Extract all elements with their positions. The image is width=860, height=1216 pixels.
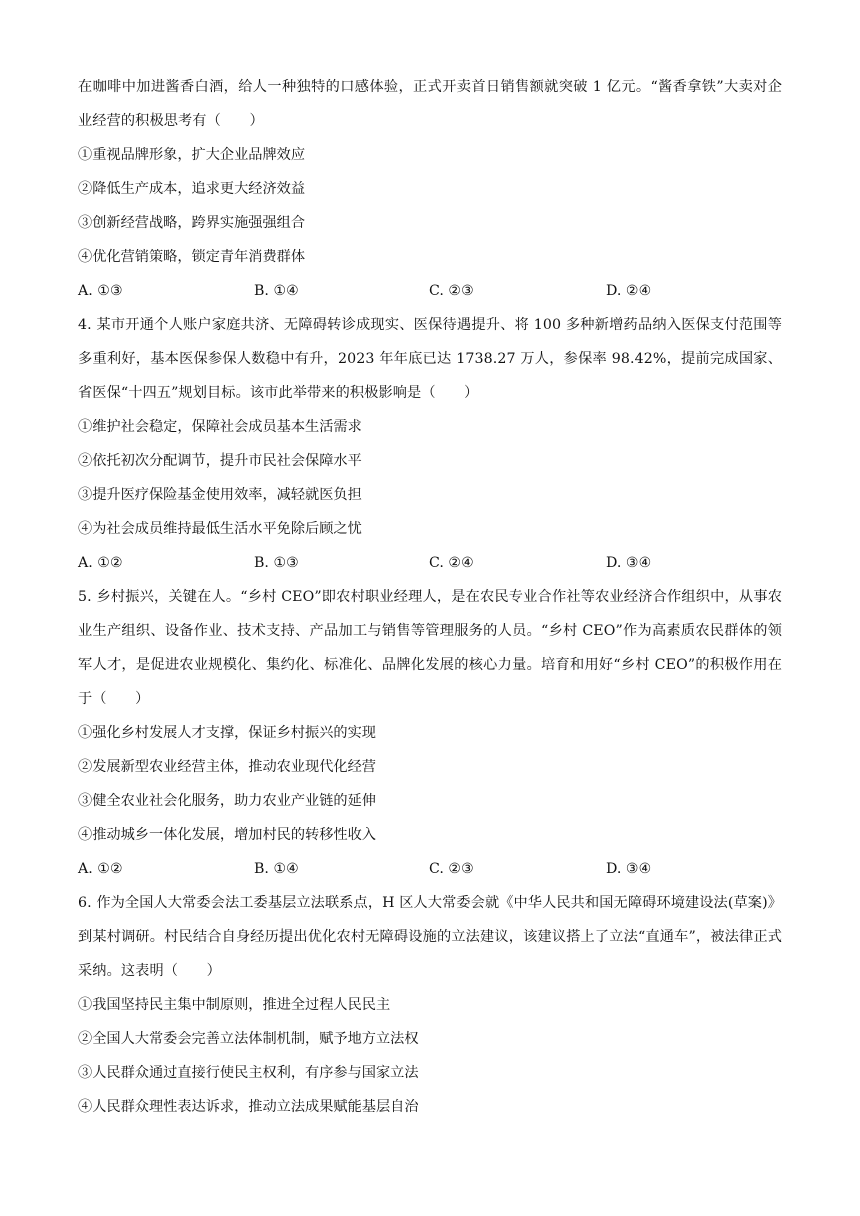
question-3-option-3: ③创新经营战略，跨界实施强强组合 <box>78 215 306 231</box>
question-6-option-2: ②全国人大常委会完善立法体制机制，赋予地方立法权 <box>78 1031 419 1047</box>
question-5-option-4: ④推动城乡一体化发展，增加村民的转移性收入 <box>78 827 376 843</box>
question-3-stem: 在咖啡中加进酱香白酒，给人一种独特的口感体验，正式开卖首日销售额就突破 1 亿元。“酱香拿铁”大卖对企业经营的积极思考有（ ） <box>78 79 782 129</box>
question-3-choice-a: A. ①③ <box>78 283 123 299</box>
question-5-choice-a: A. ①② <box>78 861 123 877</box>
question-5-choice-d: D. ③④ <box>606 861 652 877</box>
question-4-option-4: ④为社会成员维持最低生活水平免除后顾之忧 <box>78 521 362 537</box>
question-5-stem: 5. 乡村振兴，关键在人。“乡村 CEO”即农村职业经理人，是在农民专业合作社等农业经济合作组织中，从事农业生产组织、设备作业、技术支持、产品加工与销售等管理服务的人员。“乡村 CEO”作为高素质农民群体的领军人才，是促进农业规模化、集约化、标准化、品牌化发展的核心力量。培育和用好“乡村 CEO”的积极作用在于（ ） <box>78 589 782 707</box>
question-5-option-1: ①强化乡村发展人才支撑，保证乡村振兴的实现 <box>78 725 376 741</box>
question-5-option-2: ②发展新型农业经营主体，推动农业现代化经营 <box>78 759 376 775</box>
question-5 <box>78 580 782 886</box>
question-4-option-2: ②依托初次分配调节，提升市民社会保障水平 <box>78 453 362 469</box>
question-3-option-1: ①重视品牌形象，扩大企业品牌效应 <box>78 147 306 163</box>
question-3-option-4: ④优化营销策略，锁定青年消费群体 <box>78 249 306 265</box>
question-5-choice-b: B. ①④ <box>254 861 299 877</box>
question-3-answer-choices <box>78 274 782 308</box>
question-5-choice-c: C. ②③ <box>429 861 474 877</box>
question-5-answer-choices <box>78 852 782 886</box>
question-3-option-2: ②降低生产成本，追求更大经济效益 <box>78 181 306 197</box>
question-3-choice-d: D. ②④ <box>606 283 652 299</box>
question-6-option-3: ③人民群众通过直接行使民主权利，有序参与国家立法 <box>78 1065 419 1081</box>
question-6-option-4: ④人民群众理性表达诉求，推动立法成果赋能基层自治 <box>78 1099 419 1115</box>
question-4-choice-b: B. ①③ <box>254 555 299 571</box>
question-4-option-1: ①维护社会稳定，保障社会成员基本生活需求 <box>78 419 362 435</box>
question-5-option-3: ③健全农业社会化服务，助力农业产业链的延伸 <box>78 793 376 809</box>
question-4-choice-c: C. ②④ <box>429 555 474 571</box>
question-3-choice-b: B. ①④ <box>254 283 299 299</box>
question-4-option-3: ③提升医疗保险基金使用效率，减轻就医负担 <box>78 487 362 503</box>
question-4-stem: 4. 某市开通个人账户家庭共济、无障碍转诊成现实、医保待遇提升、将 100 多种新增药品纳入医保支付范围等多重利好，基本医保参保人数稳中有升，2023 年年底已达 1738.27 万人，参保率 98.42%，提前完成国家、省医保“十四五”规划目标。该市此举带来的积极影响是（ ） <box>78 317 782 401</box>
question-4 <box>78 308 782 580</box>
exam-page <box>78 70 782 1124</box>
question-6 <box>78 886 782 1124</box>
question-6-option-1: ①我国坚持民主集中制原则，推进全过程人民民主 <box>78 997 391 1013</box>
question-4-choice-a: A. ①② <box>78 555 123 571</box>
question-6-stem: 6. 作为全国人大常委会法工委基层立法联系点，H 区人大常委会就《中华人民共和国无障碍环境建设法(草案)》到某村调研。村民结合自身经历提出优化农村无障碍设施的立法建议，该建议搭上了立法“直通车”，被法律正式采纳。这表明（ ） <box>78 895 782 979</box>
question-3 <box>78 70 782 308</box>
question-4-choice-d: D. ③④ <box>606 555 652 571</box>
question-3-choice-c: C. ②③ <box>429 283 474 299</box>
question-4-answer-choices <box>78 546 782 580</box>
